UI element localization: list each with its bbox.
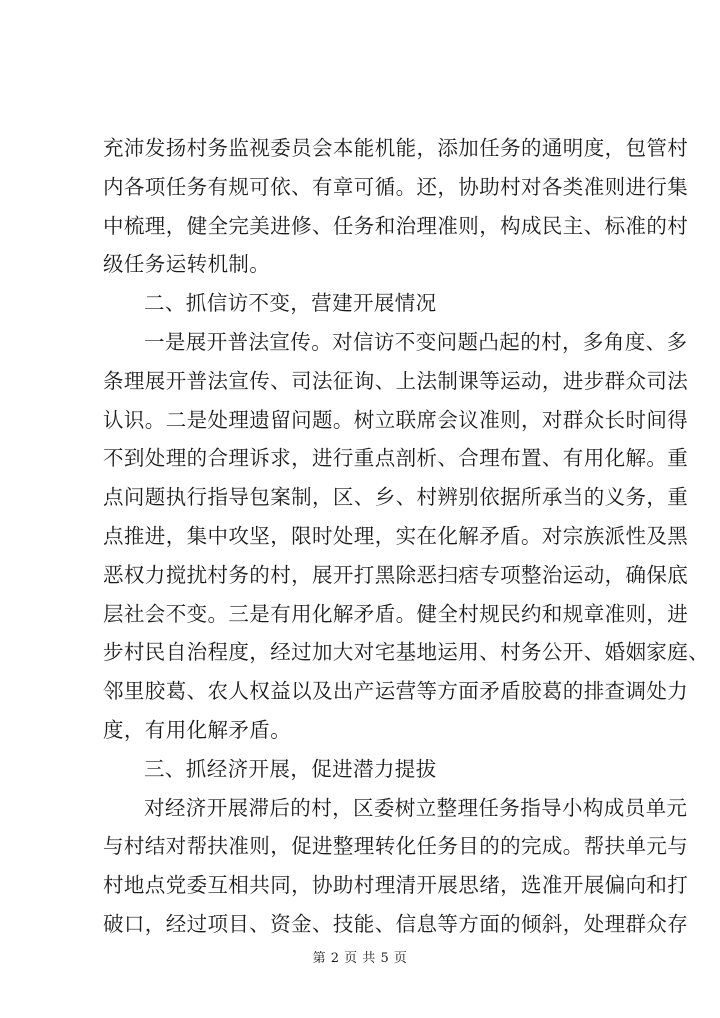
text-line: 内各项任务有规可依、有章可循。还，协助村对各类准则进行集 <box>103 174 689 199</box>
text-line: 恶权力搅扰村务的村，展开打黑除恶扫痞专项整治运动，确保底 <box>103 562 689 587</box>
paragraph-start: 一是展开普法宣传。对信访不变问题凸起的村，多角度、多 <box>144 329 688 354</box>
text-line: 与村结对帮扶准则，促进整理转化任务目的的完成。帮扶单元与 <box>103 834 689 859</box>
text-line: 度，有用化解矛盾。 <box>103 717 292 742</box>
text-line: 级任务运转机制。 <box>103 252 271 277</box>
text-line: 点问题执行指导包案制，区、乡、村辨别依据所承当的义务，重 <box>103 485 689 510</box>
text-line: 步村民自治程度，经过加大对宅基地运用、村务公开、婚姻家庭、 <box>103 640 710 665</box>
paragraph-start: 对经济开展滞后的村，区委树立整理任务指导小构成员单元 <box>144 795 688 820</box>
text-line: 邻里胶葛、农人权益以及出产运营等方面矛盾胶葛的排查调处力 <box>103 679 689 704</box>
text-line: 中梳理，健全完美进修、任务和治理准则，构成民主、标准的村 <box>103 213 689 238</box>
text-line: 充沛发扬村务监视委员会本能机能，添加任务的通明度，包管村 <box>103 136 689 160</box>
section-heading-3: 三、抓经济开展，促进潜力提拔 <box>144 756 437 781</box>
text-line: 点推进，集中攻坚，限时处理，实在化解矛盾。对宗族派性及黑 <box>103 523 689 548</box>
page-number-footer: 第 2 页 共 5 页 <box>312 951 408 966</box>
text-line: 不到处理的合理诉求，进行重点剖析、合理布置、有用化解。重 <box>103 446 689 471</box>
text-line: 条理展开普法宣传、司法征询、上法制课等运动，进步群众司法 <box>103 368 689 393</box>
text-line: 层社会不变。三是有用化解矛盾。健全村规民约和规章准则，进 <box>103 601 689 626</box>
text-line: 村地点党委互相共同，协助村理清开展思绪，选准开展偏向和打 <box>103 873 689 898</box>
body-text <box>103 129 710 944</box>
text-line: 破口，经过项目、资金、技能、信息等方面的倾斜，处理群众存 <box>103 911 689 936</box>
text-line: 认识。二是处理遗留问题。树立联席会议准则，对群众长时间得 <box>103 407 689 432</box>
section-heading-2: 二、抓信访不变，营建开展情况 <box>144 291 437 316</box>
